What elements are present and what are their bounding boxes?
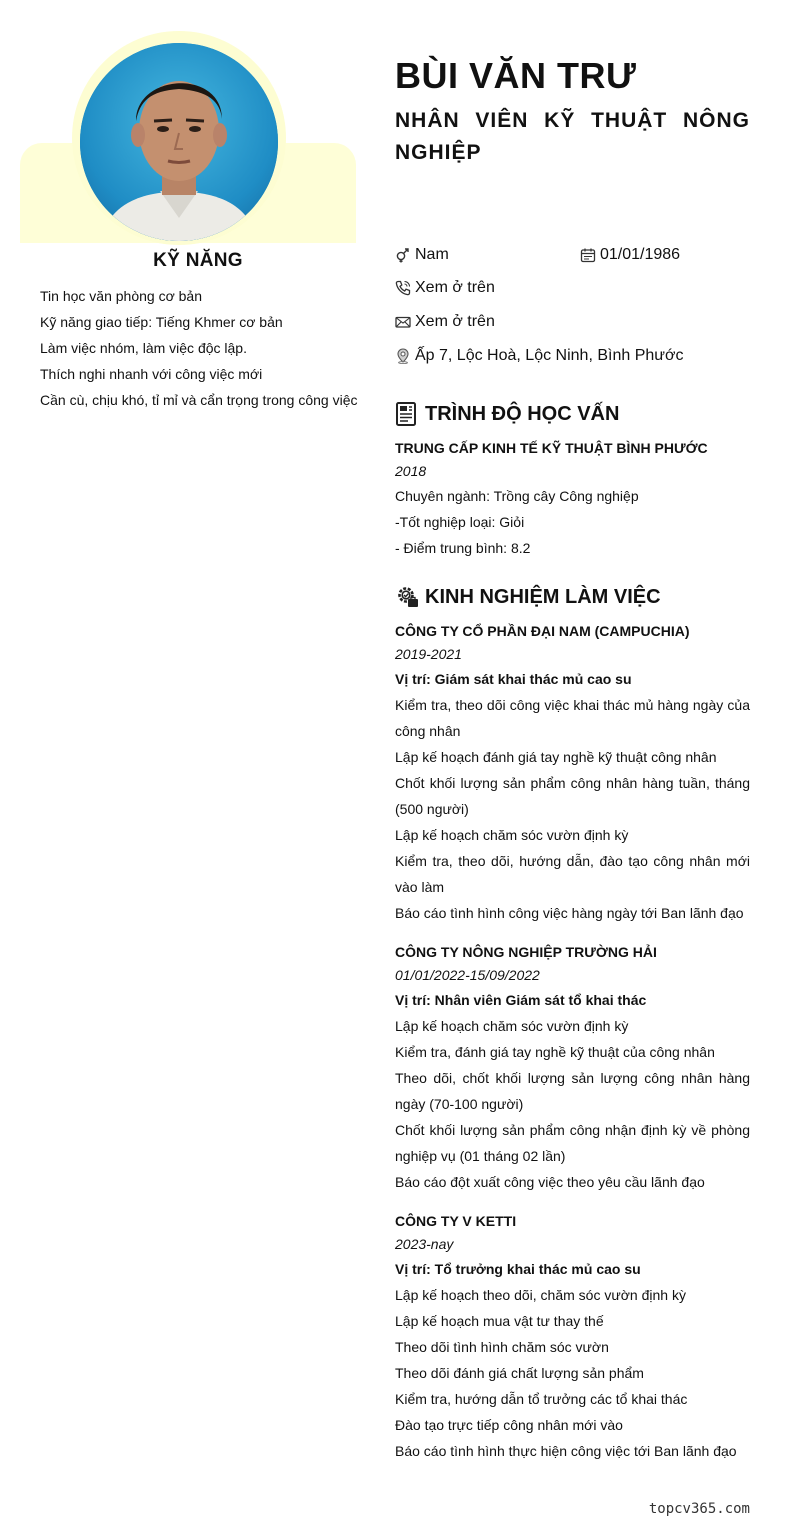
job-duty: Theo dõi tình hình chăm sóc vườn: [395, 1339, 609, 1355]
skill-item: Cần cù, chịu khó, tỉ mỉ và cẩn trọng trong công việc: [40, 392, 358, 408]
job-title: NHÂN VIÊN KỸ THUẬT NÔNG NGHIỆP: [395, 109, 750, 164]
job-period: 01/01/2022-15/09/2022: [395, 967, 540, 983]
school-name: TRUNG CẤP KINH TẾ KỸ THUẬT BÌNH PHƯỚC: [395, 440, 708, 456]
gender-icon: [395, 247, 411, 263]
education-line: Chuyên ngành: Trồng cây Công nghiệp: [395, 488, 639, 504]
education-block: [395, 437, 750, 561]
phone-row: [395, 278, 495, 298]
skill-item: Kỹ năng giao tiếp: Tiếng Khmer cơ bản: [40, 314, 283, 330]
job-duty: Theo dõi đánh giá chất lượng sản phẩm: [395, 1365, 644, 1381]
job-duty: Kiểm tra, đánh giá tay nghề kỹ thuật của công nhân: [395, 1044, 715, 1060]
job-position: Vị trí: Giám sát khai thác mủ cao su: [395, 671, 632, 687]
education-section-title: [395, 401, 619, 427]
job-duty: Chốt khối lượng sản phẩm công nhận định kỳ về phòng nghiệp vụ (01 tháng 02 lần): [395, 1122, 750, 1164]
job-block-1: [395, 620, 750, 926]
job-duty: Báo cáo tình hình thực hiện công việc tới Ban lãnh đạo: [395, 1443, 737, 1459]
education-year: 2018: [395, 463, 427, 479]
job-block-2: [395, 941, 750, 1195]
job-position: Vị trí: Nhân viên Giám sát tổ khai thác: [395, 992, 647, 1008]
experience-section-title: [395, 584, 661, 610]
company-name: CÔNG TY V KETTI: [395, 1213, 517, 1229]
watermark: topcv365.com: [648, 1501, 750, 1517]
phone-icon: [395, 280, 411, 296]
job-duty: Báo cáo tình hình công việc hàng ngày tới Ban lãnh đạo: [395, 905, 744, 921]
birthday-row: [580, 245, 680, 265]
job-duty: Lập kế hoạch theo dõi, chăm sóc vườn định kỳ: [395, 1287, 686, 1303]
job-duty: Lập kế hoạch chăm sóc vườn định kỳ: [395, 1018, 629, 1034]
job-duty: Lập kế hoạch mua vật tư thay thế: [395, 1313, 604, 1329]
job-duty: Chốt khối lượng sản phẩm công nhân hàng tuần, tháng (500 người): [395, 775, 750, 817]
job-duty: Lập kế hoạch đánh giá tay nghề kỹ thuật công nhân: [395, 749, 717, 765]
gender-row: [395, 245, 449, 265]
address-row: [395, 346, 683, 366]
skills-title: KỸ NĂNG: [153, 250, 243, 271]
job-duty: Kiểm tra, theo dõi công việc khai thác mủ hàng ngày của công nhân: [395, 697, 750, 739]
job-duty: Kiểm tra, theo dõi, hướng dẫn, đào tạo công nhân mới vào làm: [395, 853, 750, 895]
job-duty: Theo dõi, chốt khối lượng sản lượng công nhân hàng ngày (70-100 người): [395, 1070, 750, 1112]
company-name: CÔNG TY NÔNG NGHIỆP TRƯỜNG HẢI: [395, 944, 657, 960]
skill-item: Thích nghi nhanh với công việc mới: [40, 366, 263, 382]
education-title: TRÌNH ĐỘ HỌC VẤN: [425, 402, 620, 425]
avatar: [80, 43, 278, 241]
location-pin-icon: [395, 348, 411, 364]
birthday-value: 01/01/1986: [600, 246, 681, 263]
skills-list: [40, 283, 370, 413]
avatar-portrait: [80, 43, 278, 241]
gear-check-icon: [395, 584, 419, 610]
job-position: Vị trí: Tổ trưởng khai thác mủ cao su: [395, 1261, 641, 1277]
candidate-name: BÙI VĂN TRƯ: [395, 55, 637, 96]
job-block-3: [395, 1210, 750, 1464]
document-icon: [395, 401, 419, 427]
education-line: -Tốt nghiệp loại: Giỏi: [395, 514, 525, 530]
skill-item: Làm việc nhóm, làm việc độc lập.: [40, 340, 247, 356]
job-duty: Kiểm tra, hướng dẫn tổ trưởng các tổ khai thác: [395, 1391, 688, 1407]
email-row: [395, 312, 495, 332]
job-duty: Lập kế hoạch chăm sóc vườn định kỳ: [395, 827, 629, 843]
calendar-icon: [580, 247, 596, 263]
address-value: Ấp 7, Lộc Hoà, Lộc Ninh, Bình Phước: [415, 347, 684, 364]
job-duty: Đào tạo trực tiếp công nhân mới vào: [395, 1417, 623, 1433]
email-value: Xem ở trên: [415, 313, 495, 330]
education-line: - Điểm trung bình: 8.2: [395, 540, 531, 556]
skill-item: Tin học văn phòng cơ bản: [40, 288, 202, 304]
mail-icon: [395, 314, 411, 330]
gender-value: Nam: [415, 246, 449, 263]
experience-title: KINH NGHIỆM LÀM VIỆC: [425, 585, 661, 608]
phone-value: Xem ở trên: [415, 279, 495, 296]
job-duty: Báo cáo đột xuất công việc theo yêu cầu lãnh đạo: [395, 1174, 705, 1190]
job-period: 2023-nay: [395, 1236, 454, 1252]
company-name: CÔNG TY CỔ PHẦN ĐẠI NAM (CAMPUCHIA): [395, 623, 690, 639]
job-period: 2019-2021: [395, 646, 462, 662]
